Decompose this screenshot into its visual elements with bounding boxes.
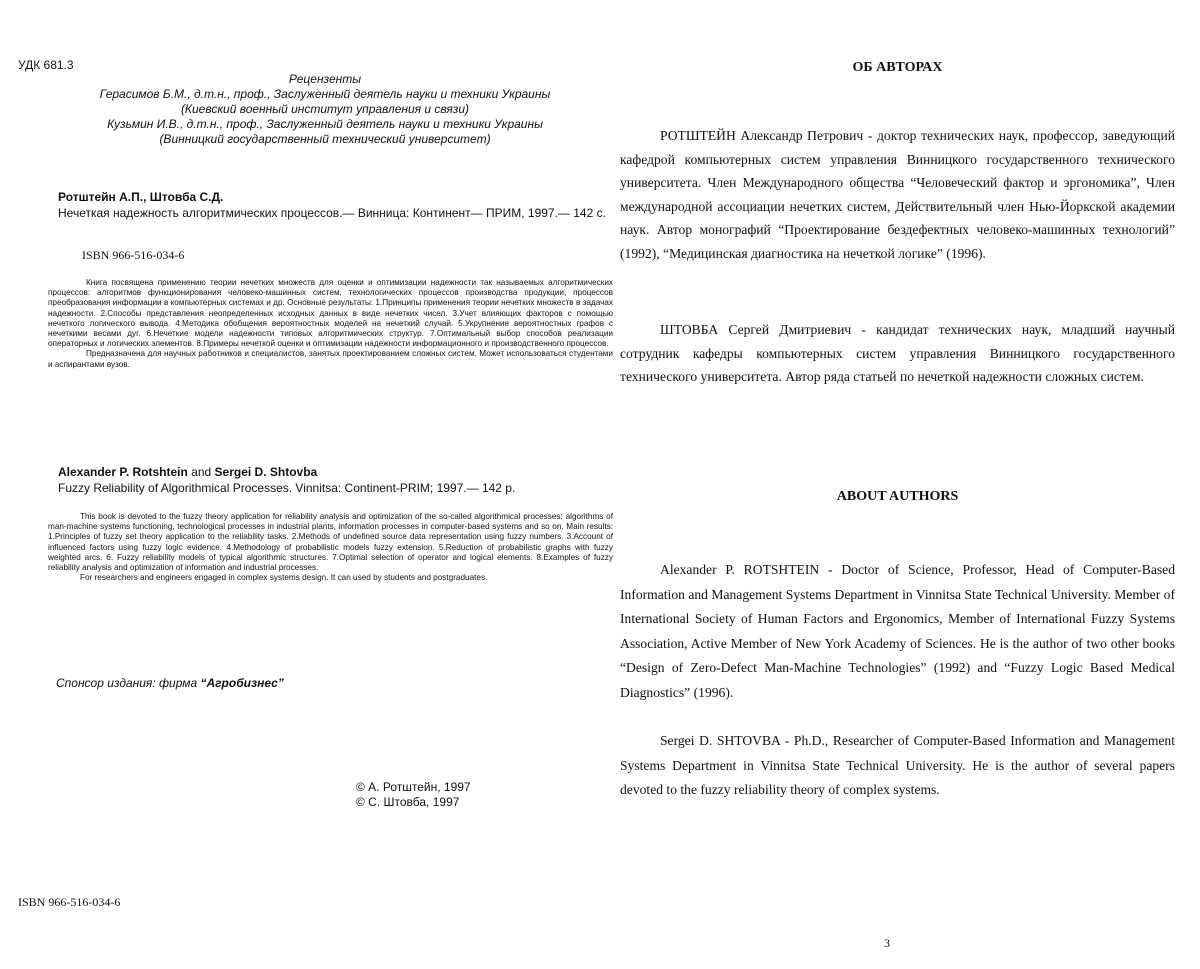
en-bio-paragraph: Sergei D. SHTOVBA - Ph.D., Researcher of Computer-Based Information and Management Systems Department in Vinnitsa State Technical University. He is the author of several papers devoted to the fuzzy reliability theory of complex systems.	[620, 733, 1175, 797]
ru-bio-shtovba	[620, 318, 1175, 389]
sponsor-line	[56, 676, 284, 690]
reviewer-line: (Киевский военный институт управления и связи)	[180, 102, 470, 116]
en-abstract-paragraph: This book is devoted to the fuzzy theory application for reliability analysis and optimization of the so-called algorithmical processes: algorithms of man-machine systems functioning, technological processes in industrial plants, information processes in computer-based systems and so on. Main results: 1.Principles of fuzzy set theory application to the reliability tasks. 2.Methods of undefined source data representation using fuzzy numbers. 3.Account of influenced factors using fuzzy logic evidence. 4.Methodology of probabilistic models fuzzy extension. 5.Reduction of probabilistic graphs with fuzzy weighted arcs. 6. Fuzzy reliability models of typical algorithmic structures. 7.Optimal selection of operator and logical elements. 8.Examples of fuzzy reliability analysis and optimization of information and industrial processes.	[48, 512, 613, 573]
reviewer-line: Кузьмин И.В., д.т.н., проф., Заслуженный деятель науки и техники Украины	[107, 117, 543, 131]
en-bio-rotshtein	[620, 558, 1175, 705]
ru-section-heading: ОБ АВТОРАХ	[852, 60, 943, 75]
en-abstract-paragraph: For researchers and engineers engaged in complex systems design. It can used by students and postgraduates.	[80, 573, 488, 583]
ru-bio-paragraph: РОТШТЕЙН Александр Петрович - доктор технических наук, профессор, заведующий кафедрой компьютерных систем управления Винницкого государственного технического университета. Член Международного общества “Человеческий фактор и эргономика”, Член международной ассоциации нечетких систем, Действительный член Нью-Йоркской академии наук. Автор монографий “Проектирование бездефектных человеко-машинных технологий” (1992), “Медицинская диагностика на нечеткой логике” (1996).	[620, 128, 1175, 261]
sponsor-label: Спонсор издания: фирма	[56, 676, 201, 690]
ru-abstract-paragraph: Книга посвящена применению теории нечетких множеств для оценки и оптимизации надежности так называемых алгоритмических процессов: алгоритмов функционирования человеко-машинных систем, технологических процессов производства продукции, процессов преобразования информации в компьютерных системах и др. Основные результаты: 1.Принципы применения теории нечетких множеств в задачах надежности. 2.Способы представления неопределенных исходных данных в виде нечетких чисел. 3.Учет влияющих факторов с помощью нечеткого логического вывода. 4.Методика обобщения вероятностных моделей на нечеткий случай. 5.Укрупнение вероятностных графов с нечеткими весами дуг. 6.Нечеткие модели надежности типовых алгоритмических структур. 7.Оптимальный выбор способов реализации операторных и логических элементов. 8.Примеры нечеткой оценки и оптимизации надежности информационного и производственного процессов.	[48, 278, 613, 349]
en-authors	[58, 465, 317, 479]
ru-authors: Ротштейн А.П., Штовба С.Д.	[58, 190, 224, 204]
en-bio-shtovba	[620, 729, 1175, 803]
en-author-second: Sergei D. Shtovba	[214, 465, 318, 479]
udc-code: УДК 681.3	[18, 58, 74, 72]
reviewers-block	[40, 72, 610, 147]
ru-abstract-paragraph: Предназначена для научных работников и специалистов, занятых проектированием сложных систем. Может использоваться студентами и аспирантами вузов.	[48, 349, 613, 369]
copyright-line: © С. Штовба, 1997	[356, 795, 460, 809]
copyright-line: © А. Ротштейн, 1997	[356, 780, 471, 794]
ru-citation: Нечеткая надежность алгоритмических процессов.— Винница: Континент— ПРИМ, 1997.— 142 с.	[58, 206, 606, 220]
ru-bio-rotshtein	[620, 124, 1175, 265]
en-section-heading: ABOUT AUTHORS	[836, 489, 959, 504]
reviewer-line: (Винницкий государственный технический университет)	[159, 132, 491, 146]
en-abstract	[48, 512, 613, 583]
reviewer-line: Герасимов Б.М., д.т.н., проф., Заслуженный деятель науки и техники Украины	[99, 87, 551, 101]
ru-bio-paragraph: ШТОВБА Сергей Дмитриевич - кандидат технических наук, младший научный сотрудник кафедры компьютерных систем управления Винницкого государственного технического университета. Автор ряда статьей по нечеткой надежности сложных систем.	[620, 322, 1175, 384]
page-number: 3	[884, 936, 890, 950]
isbn-bottom: ISBN 966-516-034-6	[18, 895, 121, 909]
ru-abstract	[48, 278, 613, 370]
en-citation: Fuzzy Reliability of Algorithmical Processes. Vinnitsa: Continent-PRIM; 1997.— 142 p.	[58, 481, 516, 495]
copyright-block	[356, 780, 471, 810]
sponsor-name: “Агробизнес”	[200, 676, 284, 690]
isbn: ISBN 966-516-034-6	[82, 248, 185, 262]
reviewers-heading: Рецензенты	[288, 72, 362, 86]
en-bio-paragraph: Alexander P. ROTSHTEIN - Doctor of Science, Professor, Head of Computer-Based Information and Management Systems Department in Vinnitsa State Technical University. Member of International Society of Human Factors and Ergonomics, Member of International Fuzzy Systems Association, Active Member of New York Academy of Sciences. He is the author of two other books “Design of Zero-Defect Man-Machine Technologies” (1992) and “Fuzzy Logic Based Medical Diagnostics” (1996).	[620, 562, 1175, 700]
en-authors-conjunction: and	[187, 465, 215, 479]
en-author-first: Alexander P. Rotshtein	[58, 465, 188, 479]
